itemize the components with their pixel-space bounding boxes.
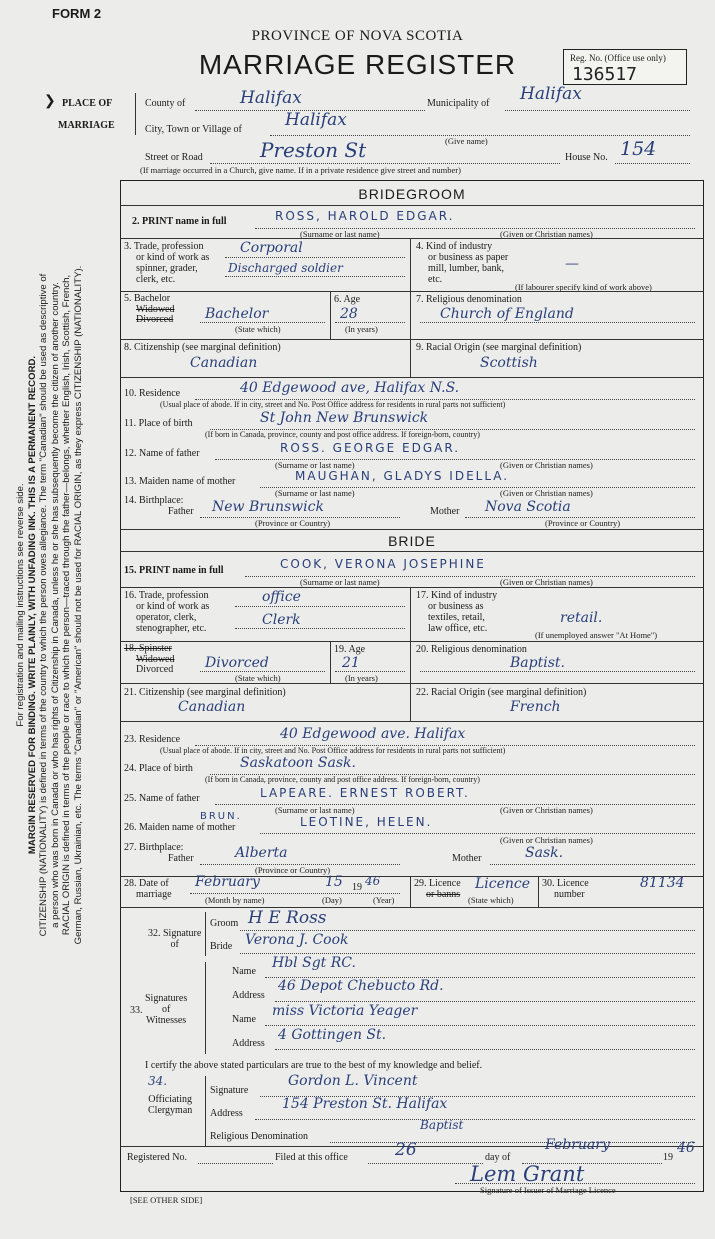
groom-citizenship: Canadian <box>190 355 258 371</box>
clergy-sig-label: Signature <box>210 1085 249 1096</box>
groom-father-label: 12. Name of father <box>124 448 200 459</box>
day-of-label: day of <box>485 1152 511 1163</box>
w2-address-label: Address <box>232 1038 265 1049</box>
clergy-num: 34. <box>148 1074 168 1088</box>
groom-father-bp-label: Father <box>168 506 194 517</box>
bride-birthplace-label: 27. Birthplace: <box>124 842 184 853</box>
bride-age-label: 19. Age <box>334 644 366 655</box>
certify-text: I certify the above stated particulars are true to the best of my knowledge and belief. <box>145 1060 483 1071</box>
bride-mother-extra: BRUN. <box>200 811 242 822</box>
licence-number-label: 30. Licence number <box>542 878 589 900</box>
page-title: MARRIAGE REGISTER <box>198 49 517 80</box>
given-hint: (Given or Christian names) <box>500 488 593 498</box>
groom-mother-label: 13. Maiden name of mother <box>124 476 236 487</box>
year-hint: (Year) <box>373 895 395 905</box>
w1-name-label: Name <box>232 966 256 977</box>
clergy-address: 154 Preston St. Halifax <box>282 1096 448 1112</box>
bride-trade-1: office <box>262 589 301 605</box>
reg-number-box <box>563 49 687 85</box>
groom-trade-1: Corporal <box>240 240 303 256</box>
groom-mother-bp: Nova Scotia <box>485 499 571 515</box>
place-label-2: MARRIAGE <box>58 120 115 131</box>
see-other-side: [SEE OTHER SIDE] <box>130 1195 203 1205</box>
witness-label: Signatures of Witnesses <box>145 993 188 1026</box>
groom-mother: MAUGHAN, GLADYS IDELLA. <box>295 469 510 483</box>
bride-father-bp: Alberta <box>235 845 288 861</box>
marriage-month: February <box>195 874 260 890</box>
clergy-address-label: Address <box>210 1108 243 1119</box>
clergy-religion: Baptist <box>420 1118 464 1132</box>
bride-religion-label: 20. Religious denomination <box>416 644 527 655</box>
province-heading: PROVINCE OF NOVA SCOTIA <box>251 28 464 44</box>
groom-citizenship-label: 8. Citizenship (see marginal definition) <box>124 342 281 353</box>
bride-father-bp-label: Father <box>168 853 194 864</box>
margin-line: MARGIN RESERVED FOR BINDING. WRITE PLAINLY, WITH UNFADING INK. THIS IS A PERMANENT RECORD. <box>26 355 38 855</box>
county-value: Halifax <box>240 88 302 108</box>
w1-address: 46 Depot Chebucto Rd. <box>278 978 444 994</box>
surname-hint: (Surname or last name) <box>300 229 380 239</box>
margin-line: For registration and mailing instructions see reverse side. <box>15 483 26 727</box>
groom-signature: H E Ross <box>248 908 327 928</box>
licence-value: Licence <box>475 876 531 892</box>
bride-age: 21 <box>342 655 360 671</box>
groom-religion-label: 7. Religious denomination <box>416 294 522 305</box>
groom-birth: St John New Brunswick <box>260 410 429 426</box>
bride-mother-bp: Sask. <box>525 845 564 861</box>
bride-industry-label: 17. Kind of industry or business as textiles, retail, law office, etc. <box>416 590 498 634</box>
margin-line: RACIAL ORIGIN is defined in terms of the people or race to which the person—traced through the father—belongs, whether English, Irish, Scottish, French, <box>61 274 72 936</box>
bride-signature: Verona J. Cook <box>245 932 349 948</box>
margin-line: CITIZENSHIP (NATIONALITY) is defined in terms of the country to which the person owes allegiance. The term "Canadian" should be used as descriptive of <box>38 273 49 937</box>
pointer-icon: ❯ <box>44 94 56 109</box>
filed-label: Filed at this office <box>275 1152 348 1163</box>
groom-sig-label: Groom <box>210 918 239 929</box>
bride-religion: Baptist. <box>510 655 565 671</box>
street-label: Street or Road <box>145 152 203 163</box>
bridegroom-heading: BRIDEGROOM <box>358 186 466 202</box>
groom-residence: 40 Edgewood ave, Halifax N.S. <box>240 380 460 396</box>
groom-status: Bachelor <box>205 306 269 322</box>
day-hint: (Day) <box>322 895 342 905</box>
given-hint: (Given or Christian names) <box>500 805 593 815</box>
county-label: County of <box>145 98 186 109</box>
w2-name: miss Victoria Yeager <box>272 1003 418 1019</box>
street-value: Preston St <box>260 138 367 162</box>
residence-hint: (Usual place of abode. If in city, street and No. Post Office address for residents in rural parts not sufficient) <box>160 400 506 409</box>
surname-hint: (Surname or last name) <box>275 488 355 498</box>
filed-month: February <box>545 1137 610 1153</box>
house-value: 154 <box>620 138 657 160</box>
unemployed-hint: (If unemployed answer "At Home") <box>535 630 658 640</box>
groom-age: 28 <box>340 306 358 322</box>
given-hint: (Given or Christian names) <box>500 835 593 845</box>
bride-father-label: 25. Name of father <box>124 793 200 804</box>
issuer-signature: Lem Grant <box>470 1162 585 1186</box>
residence-hint: (Usual place of abode. If in city, street and No. Post Office address for residents in rural parts not sufficient) <box>160 746 506 755</box>
filed-day: 26 <box>395 1140 417 1160</box>
years-hint: (In years) <box>345 324 378 334</box>
city-label: City, Town or Village of <box>145 124 242 135</box>
w2-name-label: Name <box>232 1014 256 1025</box>
bride-heading: BRIDE <box>388 533 436 549</box>
bride-name-label: 15. PRINT name in full <box>124 565 224 576</box>
groom-mother-bp-label: Mother <box>430 506 460 517</box>
w2-address: 4 Gottingen St. <box>278 1027 387 1043</box>
groom-trade-2: Discharged soldier <box>228 261 343 275</box>
year-prefix: 19 <box>352 882 362 893</box>
reg-number-label: Reg. No. (Office use only) <box>570 53 666 63</box>
industry-hint: (If labourer specify kind of work above) <box>515 282 652 292</box>
given-hint: (Given or Christian names) <box>500 577 593 587</box>
groom-age-label: 6. Age <box>334 294 361 305</box>
bride-citizenship: Canadian <box>178 699 246 715</box>
state-hint: (State which) <box>468 895 514 905</box>
licence-number: 81134 <box>640 875 685 891</box>
give-name-hint: (Give name) <box>445 136 488 146</box>
bride-mother-label: 26. Maiden name of mother <box>124 822 236 833</box>
w1-name: Hbl Sgt RC. <box>272 955 356 971</box>
place-label-1: PLACE OF <box>62 98 113 109</box>
groom-father: ROSS. GEORGE EDGAR. <box>280 441 461 455</box>
bride-birth: Saskatoon Sask. <box>240 755 356 771</box>
birth-hint: (If born in Canada, province, county and post office address. If foreign-born, country) <box>205 775 480 784</box>
groom-name-label: 2. PRINT name in full <box>132 216 227 227</box>
groom-religion: Church of England <box>440 306 574 322</box>
given-hint: (Given or Christian names) <box>500 229 593 239</box>
prov-hint: (Province or Country) <box>255 865 331 875</box>
groom-father-bp: New Brunswick <box>212 499 324 515</box>
bride-trade-label: 16. Trade, profession or kind of work as operator, clerk, stenographer, etc. <box>124 590 210 634</box>
clergy-signature: Gordon L. Vincent <box>288 1073 418 1089</box>
bride-status: Divorced <box>205 655 269 671</box>
registered-label: Registered No. <box>127 1152 187 1163</box>
w1-address-label: Address <box>232 990 265 1001</box>
house-label: House No. <box>565 152 608 163</box>
filed-year: 46 <box>677 1140 695 1156</box>
groom-birth-label: 11. Place of birth <box>124 418 193 429</box>
clergy-label: Officiating Clergyman <box>148 1094 193 1116</box>
bride-name: COOK, VERONA JOSEPHINE <box>280 557 486 571</box>
register-frame <box>120 180 704 1192</box>
bride-trade-2: Clerk <box>262 612 301 628</box>
bride-mother-bp-label: Mother <box>452 853 482 864</box>
groom-birthplace-label: 14. Birthplace: <box>124 495 184 506</box>
groom-name: ROSS, HAROLD EDGAR. <box>275 209 455 223</box>
signature-label: 32. Signature of <box>148 928 202 950</box>
bride-residence: 40 Edgewood ave. Halifax <box>280 726 466 742</box>
groom-racial: Scottish <box>480 355 538 371</box>
filed-year-prefix: 19 <box>663 1152 673 1163</box>
marriage-year: 46 <box>365 874 381 888</box>
month-hint: (Month by name) <box>205 895 265 905</box>
groom-industry-label: 4. Kind of industry or business as paper mill, lumber, bank, etc. <box>416 241 509 285</box>
form-number: FORM 2 <box>52 6 102 21</box>
bride-racial: French <box>510 699 561 715</box>
prov-hint: (Province or Country) <box>545 518 621 528</box>
municipality-label: Municipality of <box>427 98 490 109</box>
witness-num: 33. <box>130 1005 143 1016</box>
bride-birth-label: 24. Place of birth <box>124 763 193 774</box>
issuer-label: Signature of Issuer of Marriage Licence <box>480 1185 616 1195</box>
years-hint: (In years) <box>345 673 378 683</box>
bride-father: LAPEARE. ERNEST ROBERT. <box>260 786 470 800</box>
reg-number-value: 136517 <box>572 64 638 85</box>
given-hint: (Given or Christian names) <box>500 460 593 470</box>
church-note: (If marriage occurred in a Church, give name. If in a private residence give street and number) <box>140 165 461 175</box>
surname-hint: (Surname or last name) <box>275 805 355 815</box>
clergy-religion-label: Religious Denomination <box>210 1131 309 1142</box>
bride-residence-label: 23. Residence <box>124 734 181 745</box>
groom-racial-label: 9. Racial Origin (see marginal definition) <box>416 342 582 353</box>
bride-industry: retail. <box>560 610 603 626</box>
state-hint: (State which) <box>235 324 281 334</box>
groom-status-label: 5. Bachelor Widowed Divorced <box>124 293 175 325</box>
bride-citizenship-label: 21. Citizenship (see marginal definition) <box>124 687 286 698</box>
bride-racial-label: 22. Racial Origin (see marginal definition) <box>416 687 587 698</box>
groom-industry: — <box>565 256 579 272</box>
groom-residence-label: 10. Residence <box>124 388 181 399</box>
city-value: Halifax <box>285 110 347 130</box>
bride-mother: LEOTINE, HELEN. <box>300 815 433 829</box>
prov-hint: (Province or Country) <box>255 518 331 528</box>
date-label: 28. Date of marriage <box>124 878 172 900</box>
bride-status-label: 18. Spinster Widowed Divorced <box>124 643 175 675</box>
municipality-value: Halifax <box>520 84 582 104</box>
surname-hint: (Surname or last name) <box>300 577 380 587</box>
marriage-day: 15 <box>325 874 343 890</box>
groom-trade-label: 3. Trade, profession or kind of work as spinner, grader, clerk, etc. <box>124 241 210 285</box>
margin-line: German, Russian, Ukrainian, etc. The terms "Canadian" or "American" should not be used for RACIAL ORIGIN, as they express CITIZENSHIP (NATIONALITY). <box>72 265 84 945</box>
surname-hint: (Surname or last name) <box>275 460 355 470</box>
bride-sig-label: Bride <box>210 941 233 952</box>
state-hint: (State which) <box>235 673 281 683</box>
margin-instructions <box>15 0 105 1225</box>
birth-hint: (If born in Canada, province, county and post office address. If foreign-born, country) <box>205 430 480 439</box>
licence-label: 29. Licence or banns <box>414 878 461 900</box>
margin-line: a person who was born in Canada or who has rights of Citizenship in Canada, unless he or she has subsequently become the citizen of another country. <box>49 282 61 928</box>
